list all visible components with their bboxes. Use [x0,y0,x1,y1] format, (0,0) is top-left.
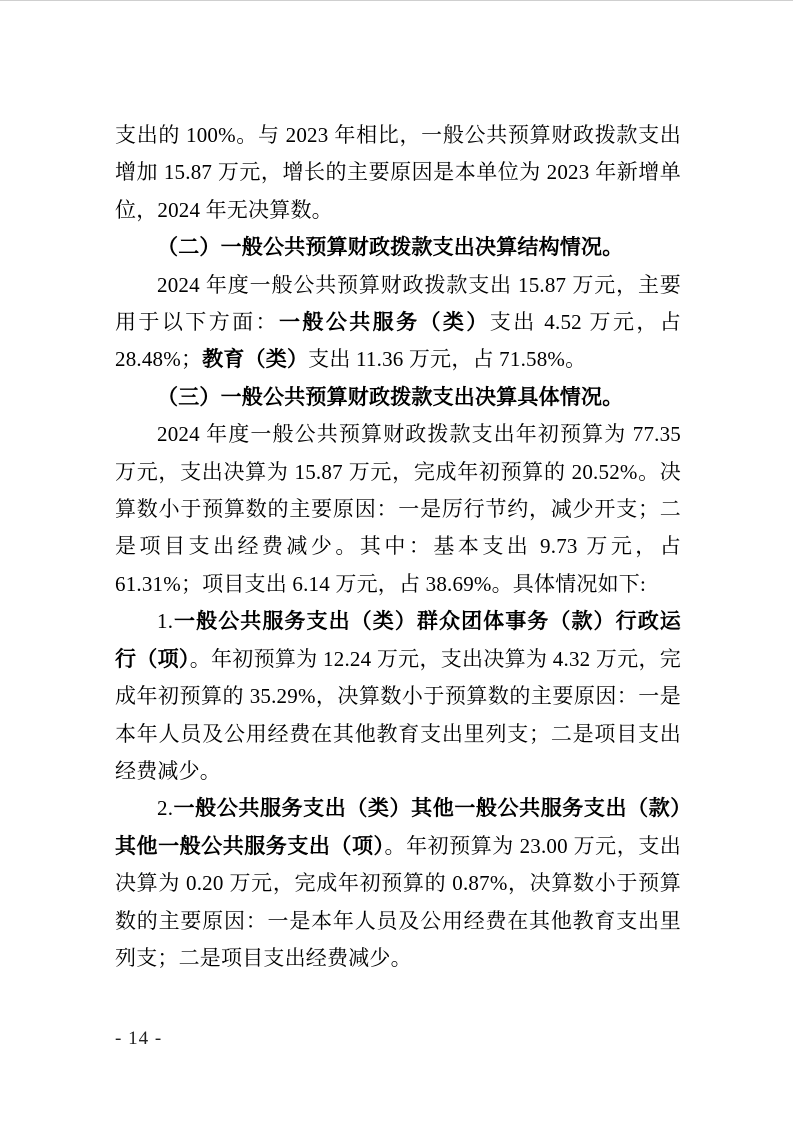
item-1-body: 。年初预算为 12.24 万元，支出决算为 4.32 万元，完成年初预算的 35.29%，决算数小于预算数的主要原因：一是本年人员及公用经费在其他教育支出里列支；二是项目支出经费减少。 [115,646,681,783]
section-heading-2-text: （二）一般公共预算财政拨款支出决算结构情况。 [157,235,624,260]
item-2-body: 。年初预算为 23.00 万元，支出决算为 0.20 万元，完成年初预算的 0.87%，决算数小于预算数的主要原因：一是本年人员及公用经费在其他教育支出里列支；二是项目支出经费减少。 [115,833,681,970]
section-heading-3 [115,379,681,416]
paragraph-structure-mid: 支出 4.52 万元，占 28.48%； [115,310,681,372]
paragraph-overview [115,416,681,603]
section-heading-3-text: （三）一般公共预算财政拨款支出决算具体情况。 [157,384,624,409]
paragraph-structure [115,267,681,379]
item-2-number: 2. [157,796,174,821]
paragraph-continuation [115,117,681,229]
page-body [115,117,681,977]
item-1-paragraph [115,603,681,790]
paragraph-structure-bold-education: 教育（类） [202,347,309,372]
paragraph-overview-text: 2024 年度一般公共预算财政拨款支出年初预算为 77.35 万元，支出决算为 15.87 万元，完成年初预算的 20.52%。决算数小于预算数的主要原因：一是厉行节约，减少开支；二是项目支出经费减少。其中：基本支出 9.73 万元，占 61.31%；项目支出 6.14 万元，占 38.69%。具体情况如下: [115,422,681,596]
item-1-number: 1. [157,609,174,634]
paragraph-structure-tail: 支出 11.36 万元，占 71.58%。 [308,347,587,372]
paragraph-continuation-text: 支出的 100%。与 2023 年相比，一般公共预算财政拨款支出增加 15.87 万元，增长的主要原因是本单位为 2023 年新增单位，2024 年无决算数。 [115,123,681,222]
item-1-title: 一般公共服务支出（类）群众团体事务（款）行政运行（项） [115,609,681,671]
item-2-title: 一般公共服务支出（类）其他一般公共服务支出（款）其他一般公共服务支出（项） [115,796,681,858]
page-number: - 14 - [115,1028,163,1049]
paragraph-structure-lead: 2024 年度一般公共预算财政拨款支出 15.87 万元，主要用于以下方面： [115,272,681,335]
paragraph-structure-bold-general-public-service: 一般公共服务（类） [278,310,490,335]
section-heading-2 [115,229,681,266]
item-2-paragraph [115,790,681,977]
